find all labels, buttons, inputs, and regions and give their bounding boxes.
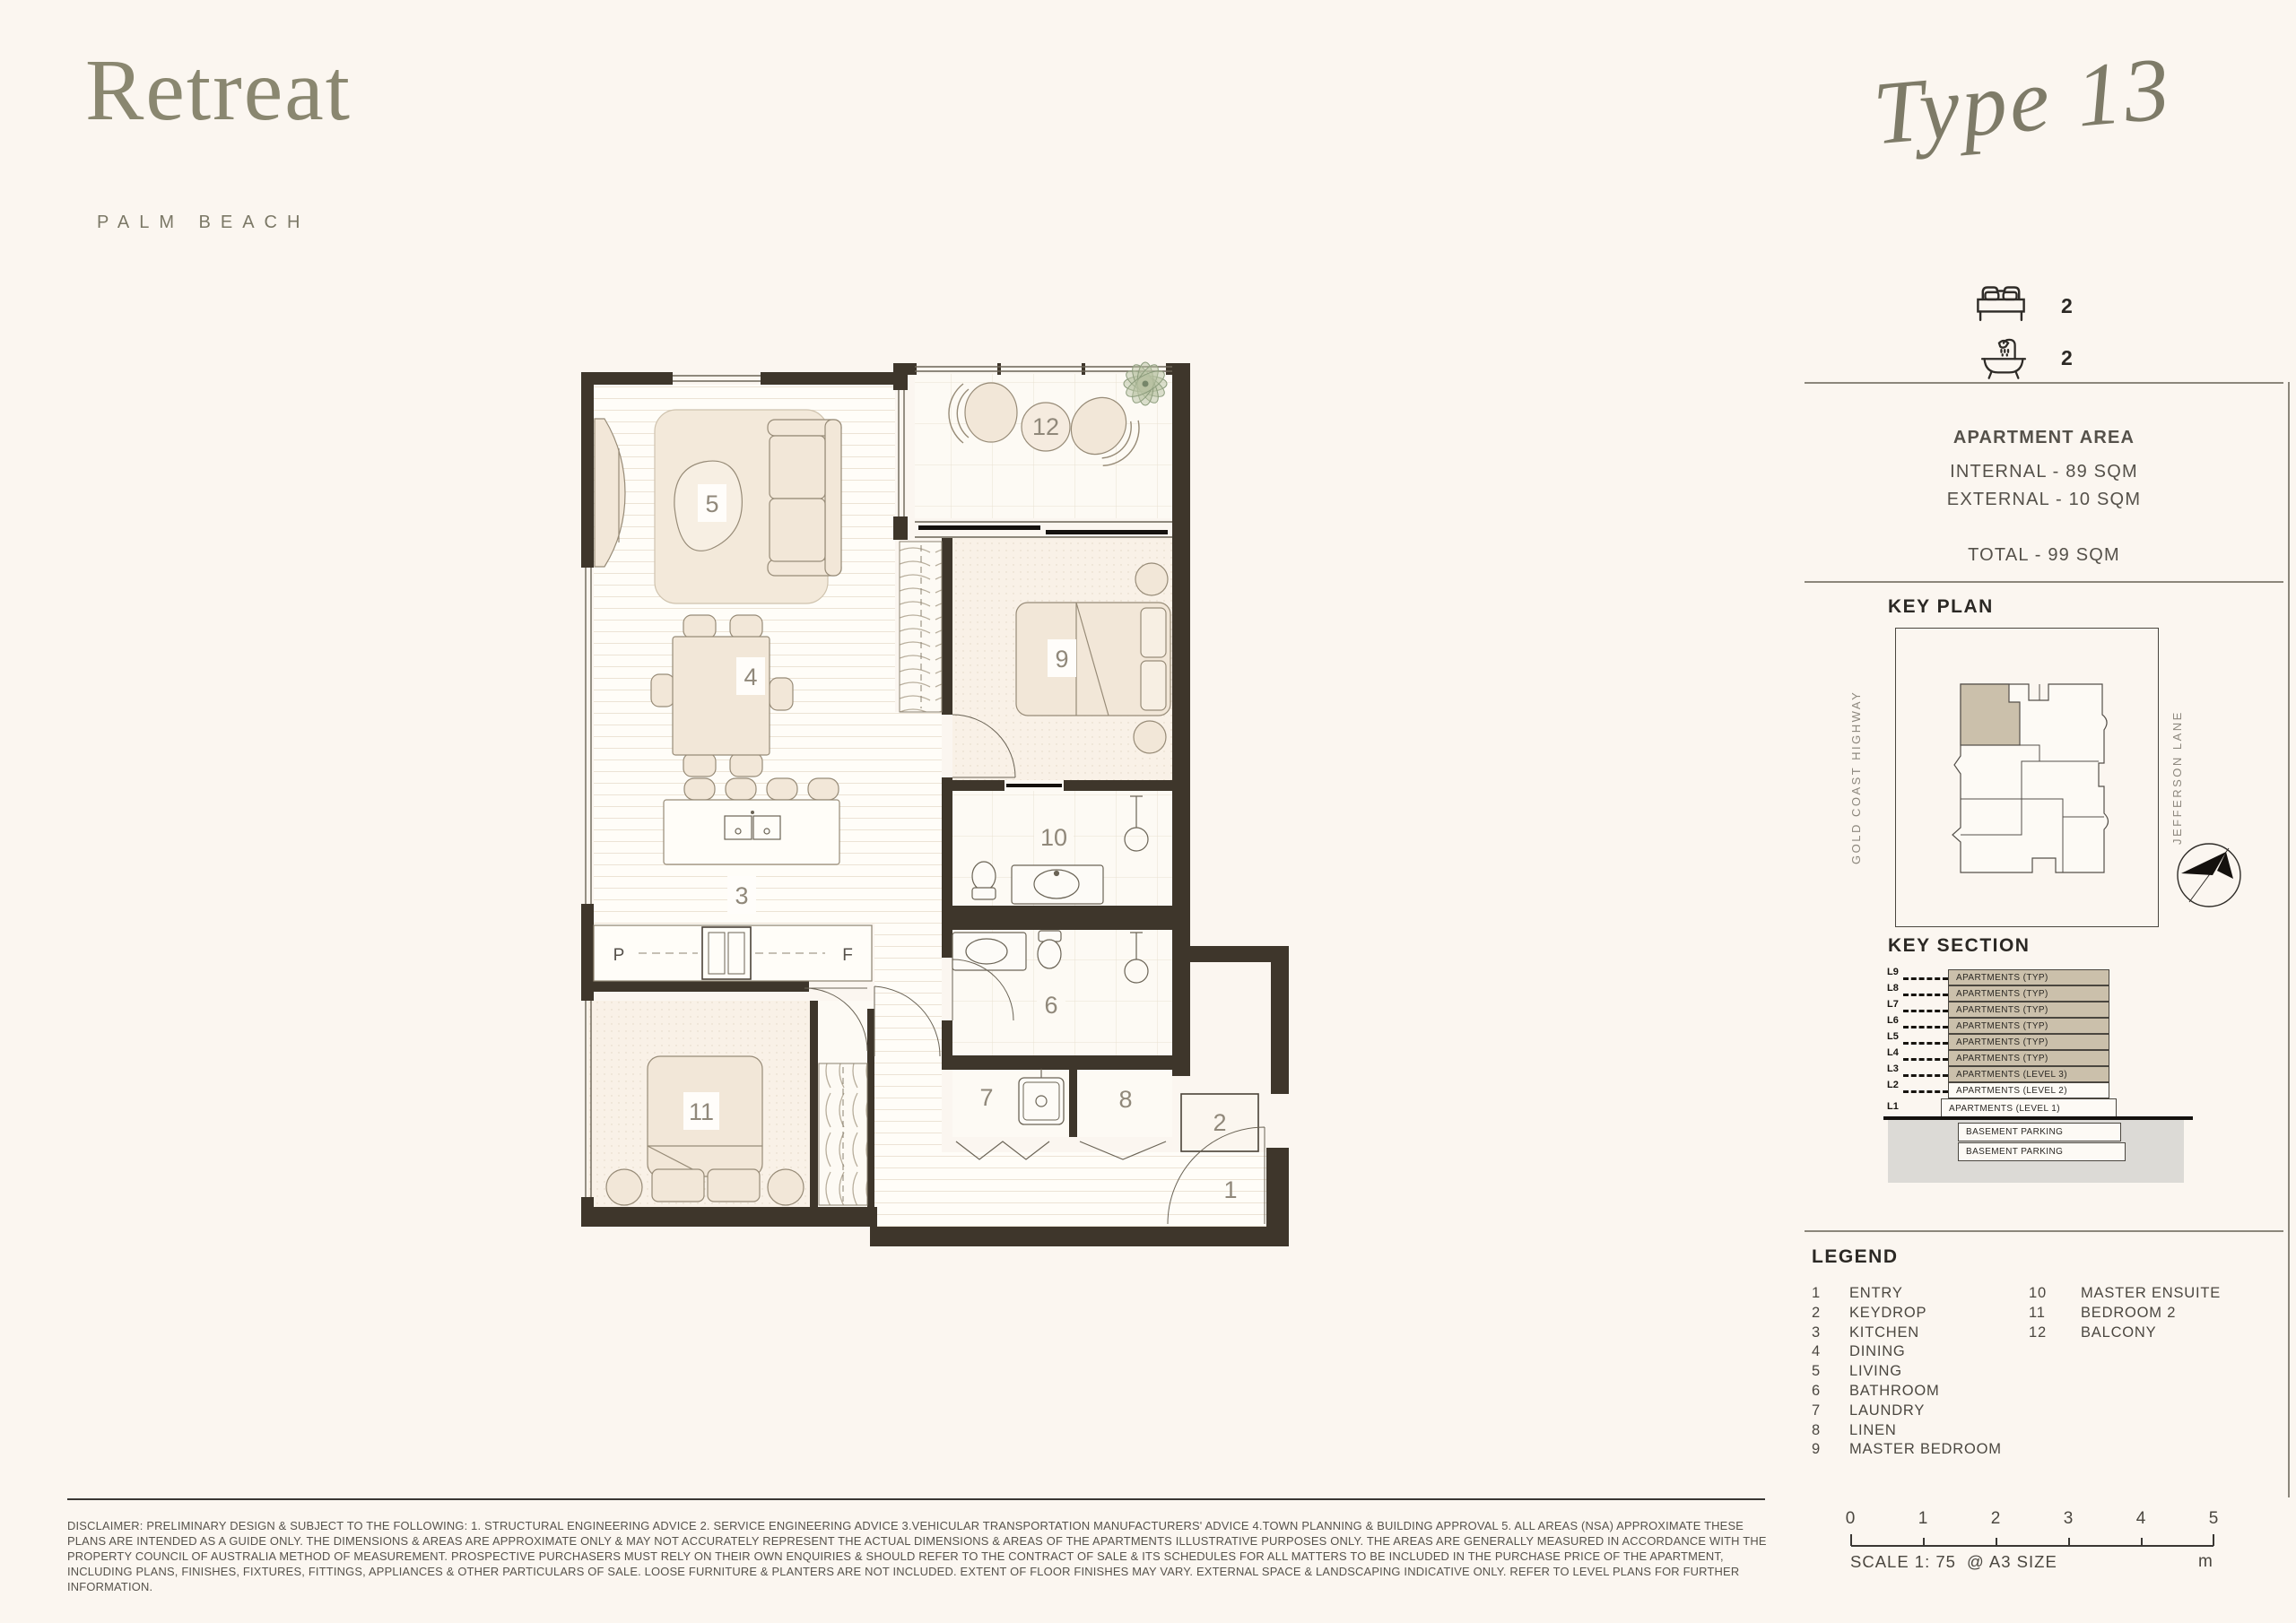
section-row	[1941, 1098, 2117, 1118]
room-label-bathroom	[1037, 985, 1065, 1023]
level-dash	[1903, 1010, 1948, 1012]
legend-item	[2029, 1284, 2253, 1304]
legend-num: 3	[1812, 1324, 1821, 1341]
legend-num: 2	[1812, 1304, 1821, 1321]
scale-label: SCALE 1: 75	[1850, 1552, 1956, 1571]
section-row-label: APARTMENTS (LEVEL 1)	[1949, 1103, 2060, 1114]
section-row-label: APARTMENTS (LEVEL 2)	[1956, 1085, 2067, 1096]
scale-tick-label: 1	[1918, 1509, 1928, 1528]
apartment-area-title: APARTMENT AREA	[1952, 428, 2135, 447]
legend-num: 1	[1812, 1285, 1821, 1301]
legend-label: KITCHEN	[1849, 1324, 1920, 1341]
svg-text:11: 11	[688, 1098, 715, 1125]
pantry-label: P	[613, 946, 625, 965]
legend-label: BEDROOM 2	[2081, 1304, 2177, 1321]
fridge-label: F	[842, 946, 853, 965]
scale-size-label: @ A3 SIZE	[1967, 1552, 2057, 1571]
scale-bar	[1845, 1509, 2219, 1572]
section-row-label: APARTMENTS (TYP)	[1956, 988, 2048, 999]
legend-label: BATHROOM	[1849, 1382, 1940, 1399]
room-label-master-ensuite	[1034, 818, 1074, 855]
divider-legend	[1805, 1230, 2283, 1232]
level-dash	[1903, 994, 1948, 996]
section-row-label: APARTMENTS (TYP)	[1956, 1020, 2048, 1031]
level-label: L9	[1887, 967, 1899, 977]
kitchen-bench	[594, 925, 872, 981]
legend-item	[1812, 1324, 2018, 1343]
level-label: L4	[1887, 1047, 1899, 1058]
level-label: L5	[1887, 1031, 1899, 1042]
scale-tick-label: 0	[1845, 1509, 1856, 1528]
level-label: L6	[1887, 1015, 1899, 1026]
key-plan-footprint	[1896, 629, 2158, 926]
bed-count: 2	[2061, 294, 2073, 317]
section-row-label: APARTMENTS (TYP)	[1956, 1037, 2048, 1047]
section-row	[1948, 1082, 2109, 1098]
legend-item	[1812, 1342, 2018, 1362]
svg-text:10: 10	[1039, 824, 1068, 851]
legend-label: LIVING	[1849, 1363, 1902, 1380]
ground-line	[1883, 1116, 2193, 1120]
scale-tick-label: 3	[2063, 1509, 2074, 1528]
street-left: GOLD COAST HIGHWAY	[1849, 690, 1863, 865]
room-label-dining	[736, 657, 765, 695]
legend-col-2	[2029, 1284, 2253, 1342]
page-edge-rule	[2288, 382, 2290, 1497]
divider-area	[1805, 581, 2283, 583]
svg-text:6: 6	[1044, 992, 1058, 1019]
legend-item	[2029, 1324, 2253, 1343]
room-label-master-bedroom	[1048, 639, 1076, 677]
area-total: TOTAL - 99 SQM	[1968, 545, 2120, 565]
legend-title: LEGEND	[1812, 1246, 1899, 1267]
legend-num: 7	[1812, 1402, 1821, 1419]
legend-col-1	[1812, 1284, 2018, 1460]
key-section-title: KEY SECTION	[1888, 935, 2031, 956]
level-label: L3	[1887, 1063, 1899, 1074]
legend-label: MASTER BEDROOM	[1849, 1441, 2002, 1458]
brand-tagline: PALM BEACH	[97, 213, 310, 232]
legend-item	[1812, 1284, 2018, 1304]
level-label: L1	[1887, 1101, 1899, 1112]
scale-tick-label: 5	[2208, 1509, 2219, 1528]
legend-label: KEYDROP	[1849, 1304, 1927, 1321]
section-row-label: APARTMENTS (TYP)	[1956, 1004, 2048, 1015]
section-row	[1948, 1002, 2109, 1018]
legend-num: 6	[1812, 1382, 1821, 1399]
divider-top	[1805, 382, 2283, 384]
legend-item	[1812, 1382, 2018, 1402]
legend-label: ENTRY	[1849, 1285, 1903, 1301]
key-plan-title: KEY PLAN	[1888, 596, 1994, 617]
room-label-kitchen	[727, 876, 756, 914]
section-row	[1948, 1050, 2109, 1066]
svg-text:9: 9	[1055, 646, 1069, 673]
section-row	[1948, 1066, 2109, 1082]
room-label-balcony	[1032, 413, 1059, 440]
legend-item	[1812, 1402, 2018, 1421]
legend-num: 8	[1812, 1421, 1821, 1438]
basement-label: BASEMENT PARKING	[1966, 1127, 2064, 1137]
legend-item	[1812, 1421, 2018, 1441]
scale-unit: m	[2198, 1552, 2213, 1571]
svg-text:8: 8	[1118, 1086, 1133, 1113]
section-row-label: APARTMENTS (TYP)	[1956, 972, 2048, 983]
brand-logo: Retreat	[85, 42, 352, 139]
svg-text:5: 5	[705, 490, 719, 517]
legend-num: 4	[1812, 1343, 1821, 1360]
section-row-label: APARTMENTS (TYP)	[1956, 1053, 2048, 1063]
room-label-bedroom2	[683, 1092, 719, 1130]
legend-item	[1812, 1362, 2018, 1382]
level-dash	[1903, 1090, 1948, 1093]
legend-label: MASTER ENSUITE	[2081, 1285, 2222, 1301]
legend-num: 5	[1812, 1363, 1821, 1380]
legend-num: 10	[2029, 1285, 2047, 1301]
section-row	[1948, 985, 2109, 1002]
room-label-living	[698, 484, 726, 522]
bath-icon	[1978, 334, 2030, 382]
footer-rule	[67, 1498, 1765, 1500]
plan-type-title: Type 13	[1869, 38, 2176, 164]
svg-text:7: 7	[979, 1084, 994, 1111]
legend-item	[1812, 1440, 2018, 1460]
legend-num: 11	[2029, 1304, 2046, 1321]
svg-text:12: 12	[1031, 413, 1060, 440]
legend-label: BALCONY	[2081, 1324, 2157, 1341]
kitchen-island	[664, 778, 839, 864]
section-row	[1948, 969, 2109, 985]
scale-tick-label: 2	[1990, 1509, 2001, 1528]
level-dash	[1903, 977, 1948, 980]
disclaimer-text: DISCLAIMER: PRELIMINARY DESIGN & SUBJECT TO THE FOLLOWING: 1. STRUCTURAL ENGINEERING ADVICE 2. SERVICE ENGINEERING ADVICE 3.VEHICULAR TRANSPORTATION MANUFACTURERS' ADVICE 4.TOWN PLANNING & BUILDING APPROVAL 5. ALL AREAS (NSA) APPROXIMATE THESE PLANS ARE INTENDED AS A GUIDE ONLY. THE DIMENSIONS & AREAS ARE APPROXIMATE ONLY & MAY NOT ACCURATELY REPRESENT THE ACTUAL DIMENSIONS & AREAS OF THE APARTMENTS ILLUSTRATIVE PURPOSES ONLY. THE AREAS ARE GENERALLY MEASURED IN ACCORDANCE WITH THE PROPERTY COUNCIL OF AUSTRALIA METHOD OF MEASUREMENT. PROSPECTIVE PURCHASERS MUST RELY ON THEIR OWN ENQUIRIES & SHOULD REFER TO THE CONTRACT OF SALE & ITS SCHEDULES FOR ALL MATTERS TO BE INCLUDED IN THE PURCHASE PRICE OF THE APARTMENT, INCLUDING PLANS, FINISHES, FIXTURES, FITTINGS, APPLIANCES & OTHER PARTICULARS OF SALE. LOOSE FURNITURE & PLANTERS ARE NOT INCLUDED. EXTENT OF FLOOR FINISHES MAY VARY. EXTERNAL SPACE & LANDSCAPING INDICATIVE ONLY. REFER TO LEVEL PLANS FOR FURTHER INFORMATION.	[67, 1519, 1767, 1593]
level-dash	[1903, 1074, 1948, 1077]
floor-plan	[538, 341, 1345, 1264]
room-label-keydrop	[1213, 1109, 1226, 1136]
scale-ruler	[1850, 1534, 2214, 1547]
level-label: L2	[1887, 1080, 1899, 1090]
level-label: L7	[1887, 999, 1899, 1010]
bath-count: 2	[2061, 346, 2073, 369]
svg-text:4: 4	[744, 664, 758, 690]
key-plan-box	[1895, 628, 2159, 927]
bedroom-slider	[1006, 784, 1062, 787]
legend-label: LAUNDRY	[1849, 1402, 1926, 1419]
basement-row	[1958, 1142, 2126, 1161]
legend-num: 12	[2029, 1324, 2047, 1341]
section-row-label: APARTMENTS (LEVEL 3)	[1956, 1069, 2067, 1080]
svg-text:2: 2	[1213, 1109, 1227, 1136]
svg-text:3: 3	[735, 882, 749, 909]
svg-text:1: 1	[1223, 1176, 1238, 1203]
room-label-linen	[1111, 1080, 1140, 1117]
section-row	[1948, 1034, 2109, 1050]
level-dash	[1903, 1058, 1948, 1061]
basement-label: BASEMENT PARKING	[1966, 1147, 2064, 1157]
level-label: L8	[1887, 983, 1899, 994]
room-label-entry	[1223, 1176, 1237, 1203]
level-dash	[1903, 1026, 1948, 1028]
section-row	[1948, 1018, 2109, 1034]
compass-north-icon	[2172, 838, 2246, 912]
bed-icon	[1973, 282, 2029, 324]
legend-item	[1812, 1304, 2018, 1324]
legend-label: LINEN	[1849, 1421, 1897, 1438]
legend-num: 9	[1812, 1441, 1821, 1458]
basement-row	[1958, 1123, 2121, 1141]
room-label-laundry	[972, 1078, 1001, 1115]
scale-tick-label: 4	[2135, 1509, 2146, 1528]
level-dash	[1903, 1042, 1948, 1045]
legend-label: DINING	[1849, 1343, 1906, 1360]
legend-item	[2029, 1304, 2253, 1324]
area-external: EXTERNAL - 10 SQM	[1946, 490, 2142, 509]
area-internal: INTERNAL - 89 SQM	[1950, 462, 2138, 482]
street-right: JEFFERSON LANE	[2170, 710, 2184, 845]
sliding-doors	[918, 525, 1168, 534]
